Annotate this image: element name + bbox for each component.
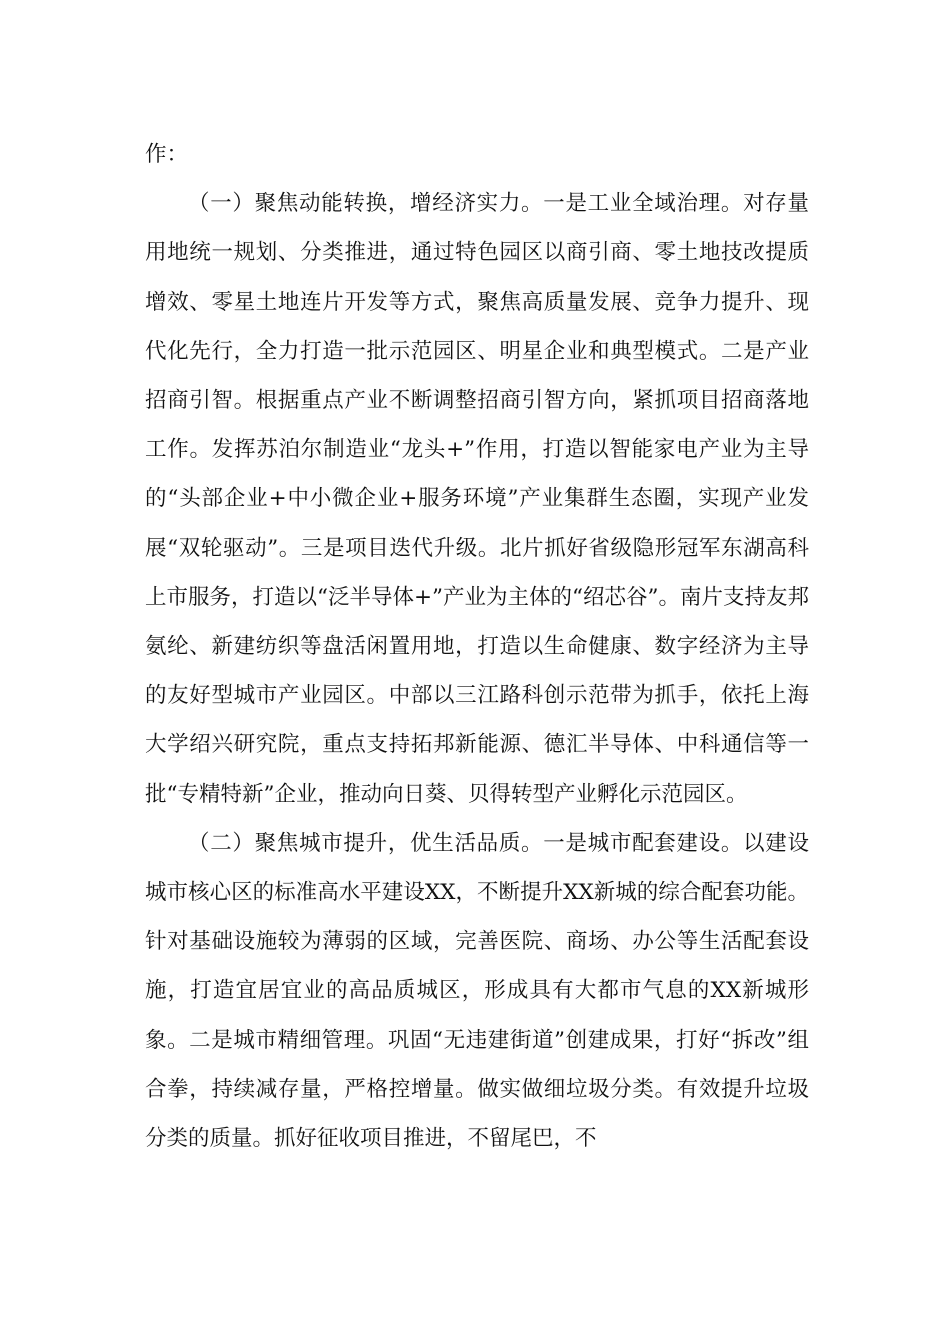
paragraph-city: （二）聚焦城市提升，优生活品质。一是城市配套建设。以建设城市核心区的标准高水平建设XX，不断提升XX新城的综合配套功能。针对基础设施较为薄弱的区域，完善医院、商场、办公等生活配套设施，打造宜居宜业的高品质城区，形成具有大都市气息的XX新城形象。二是城市精细管理。巩固“无违建街道”创建成果，打好“拆改”组合拳，持续减存量，严格控增量。做实做细垃圾分类。有效提升垃圾分类的质量。抓好征收项目推进，不留尾巴，不 bbox=[145, 830, 809, 1152]
paragraph-economy: （一）聚焦动能转换，增经济实力。一是工业全域治理。对存量用地统一规划、分类推进，通过特色园区以商引商、零土地技改提质增效、零星土地连片开发等方式，聚焦高质量发展、竞争力提升、现代化先行，全力打造一批示范园区、明星企业和典型模式。二是产业招商引智。根据重点产业不断调整招商引智方向，紧抓项目招商落地工作。发挥苏泊尔制造业“龙头+”作用，打造以智能家电产业为主导的“头部企业+中小微企业+服务环境”产业集群生态圈，实现产业发展“双轮驱动”。三是项目迭代升级。北片抓好省级隐形冠军东湖高科上市服务，打造以“泛半导体+”产业为主体的“绍芯谷”。南片支持友邦氨纶、新建纺织等盘活闲置用地，打造以生命健康、数字经济为主导的友好型城市产业园区。中部以三江路科创示范带为抓手，依托上海大学绍兴研究院，重点支持拓邦新能源、德汇半导体、中科通信等一批“专精特新”企业，推动向日葵、贝得转型产业孵化示范园区。 bbox=[145, 191, 809, 807]
document-body bbox=[145, 130, 809, 1163]
paragraph-continuation: 作： bbox=[145, 142, 189, 167]
